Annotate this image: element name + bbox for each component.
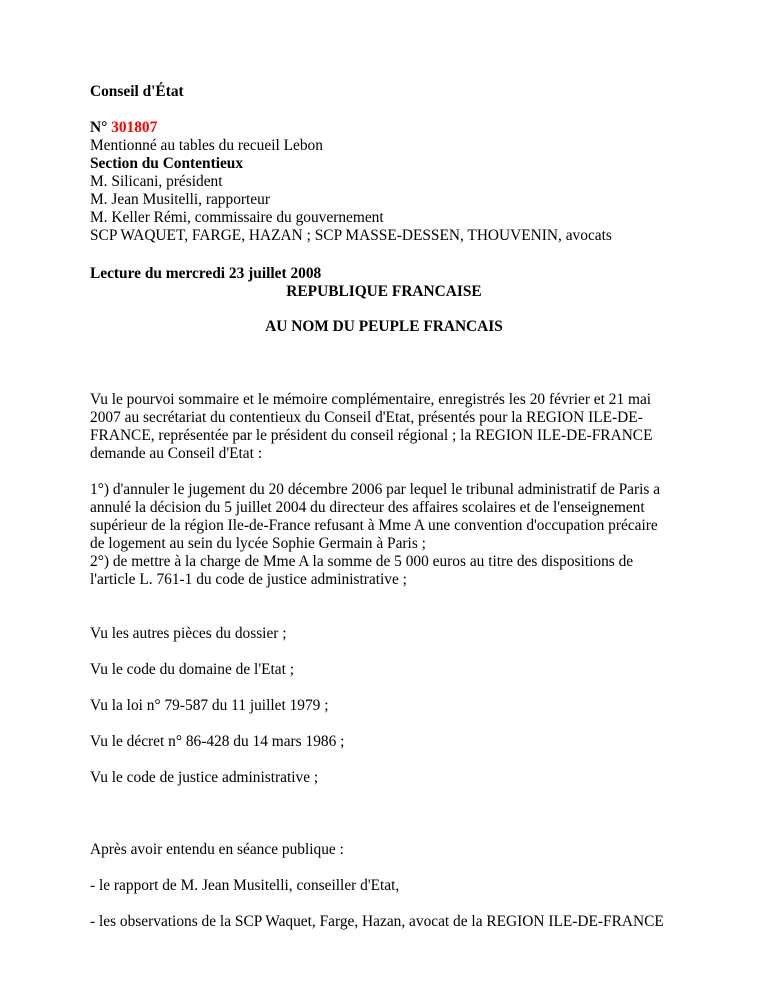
apres-avoir-entendu: Après avoir entendu en séance publique : [90, 841, 344, 858]
president: M. Silicani, président [90, 173, 223, 190]
paragraph-conclusion-2: 2°) de mettre à la charge de Mme A la somme de 5 000 euros au titre des dispositions de l'article L. 761-1 du code de justice administrative ; [90, 553, 634, 588]
visa-code-justice: Vu le code de justice administrative ; [90, 769, 319, 786]
peuple-heading: AU NOM DU PEUPLE FRANCAIS [265, 318, 503, 335]
section-name: Section du Contentieux [90, 155, 244, 172]
avocats: SCP WAQUET, FARGE, HAZAN ; SCP MASSE-DESSEN, THOUVENIN, avocats [90, 227, 612, 244]
court-name: Conseil d'État [90, 83, 184, 100]
rapporteur: M. Jean Musitelli, rapporteur [90, 191, 270, 208]
visa-pieces: Vu les autres pièces du dossier ; [90, 625, 287, 642]
reading-date: Lecture du mercredi 23 juillet 2008 [90, 265, 322, 282]
header-court [90, 83, 680, 101]
reading-date-block [90, 265, 680, 283]
visa-code-domaine: Vu le code du domaine de l'Etat ; [90, 661, 295, 678]
commissaire: M. Keller Rémi, commissaire du gouvernement [90, 209, 384, 226]
visa-loi: Vu la loi n° 79-587 du 11 juillet 1979 ; [90, 697, 329, 714]
case-number-line: N° 301807 [90, 119, 158, 136]
case-info [90, 119, 680, 245]
paragraph-conclusion-1: 1°) d'annuler le jugement du 20 décembre 2006 par lequel le tribunal administratif de Paris a annulé la décision du 5 juillet 2004 du directeur des affaires scolaires et de l'enseignement supérieur de la région Ile-de-France refusant à Mme A une convention d'occupation précaire de logement au sein du lycée Sophie Germain à Paris ; [90, 481, 661, 552]
republique-heading: REPUBLIQUE FRANCAISE [286, 283, 482, 300]
rapport-line: - le rapport de M. Jean Musitelli, conseiller d'Etat, [90, 877, 400, 894]
case-number: 301807 [111, 119, 158, 136]
observations-line: - les observations de la SCP Waquet, Farge, Hazan, avocat de la REGION ILE-DE-FRANCE [90, 913, 664, 930]
lebon-mention: Mentionné au tables du recueil Lebon [90, 137, 323, 154]
paragraph-pourvoi: Vu le pourvoi sommaire et le mémoire complémentaire, enregistrés les 20 février et 21 mai 2007 au secrétariat du contentieux du Conseil d'Etat, présentés pour la REGION ILE-DE- FRANCE, représentée par le président du conseil régional ; la REGION ILE-DE-FRANCE demande au Conseil d'Etat : [90, 391, 653, 462]
visa-decret: Vu le décret n° 86-428 du 14 mars 1986 ; [90, 733, 345, 750]
